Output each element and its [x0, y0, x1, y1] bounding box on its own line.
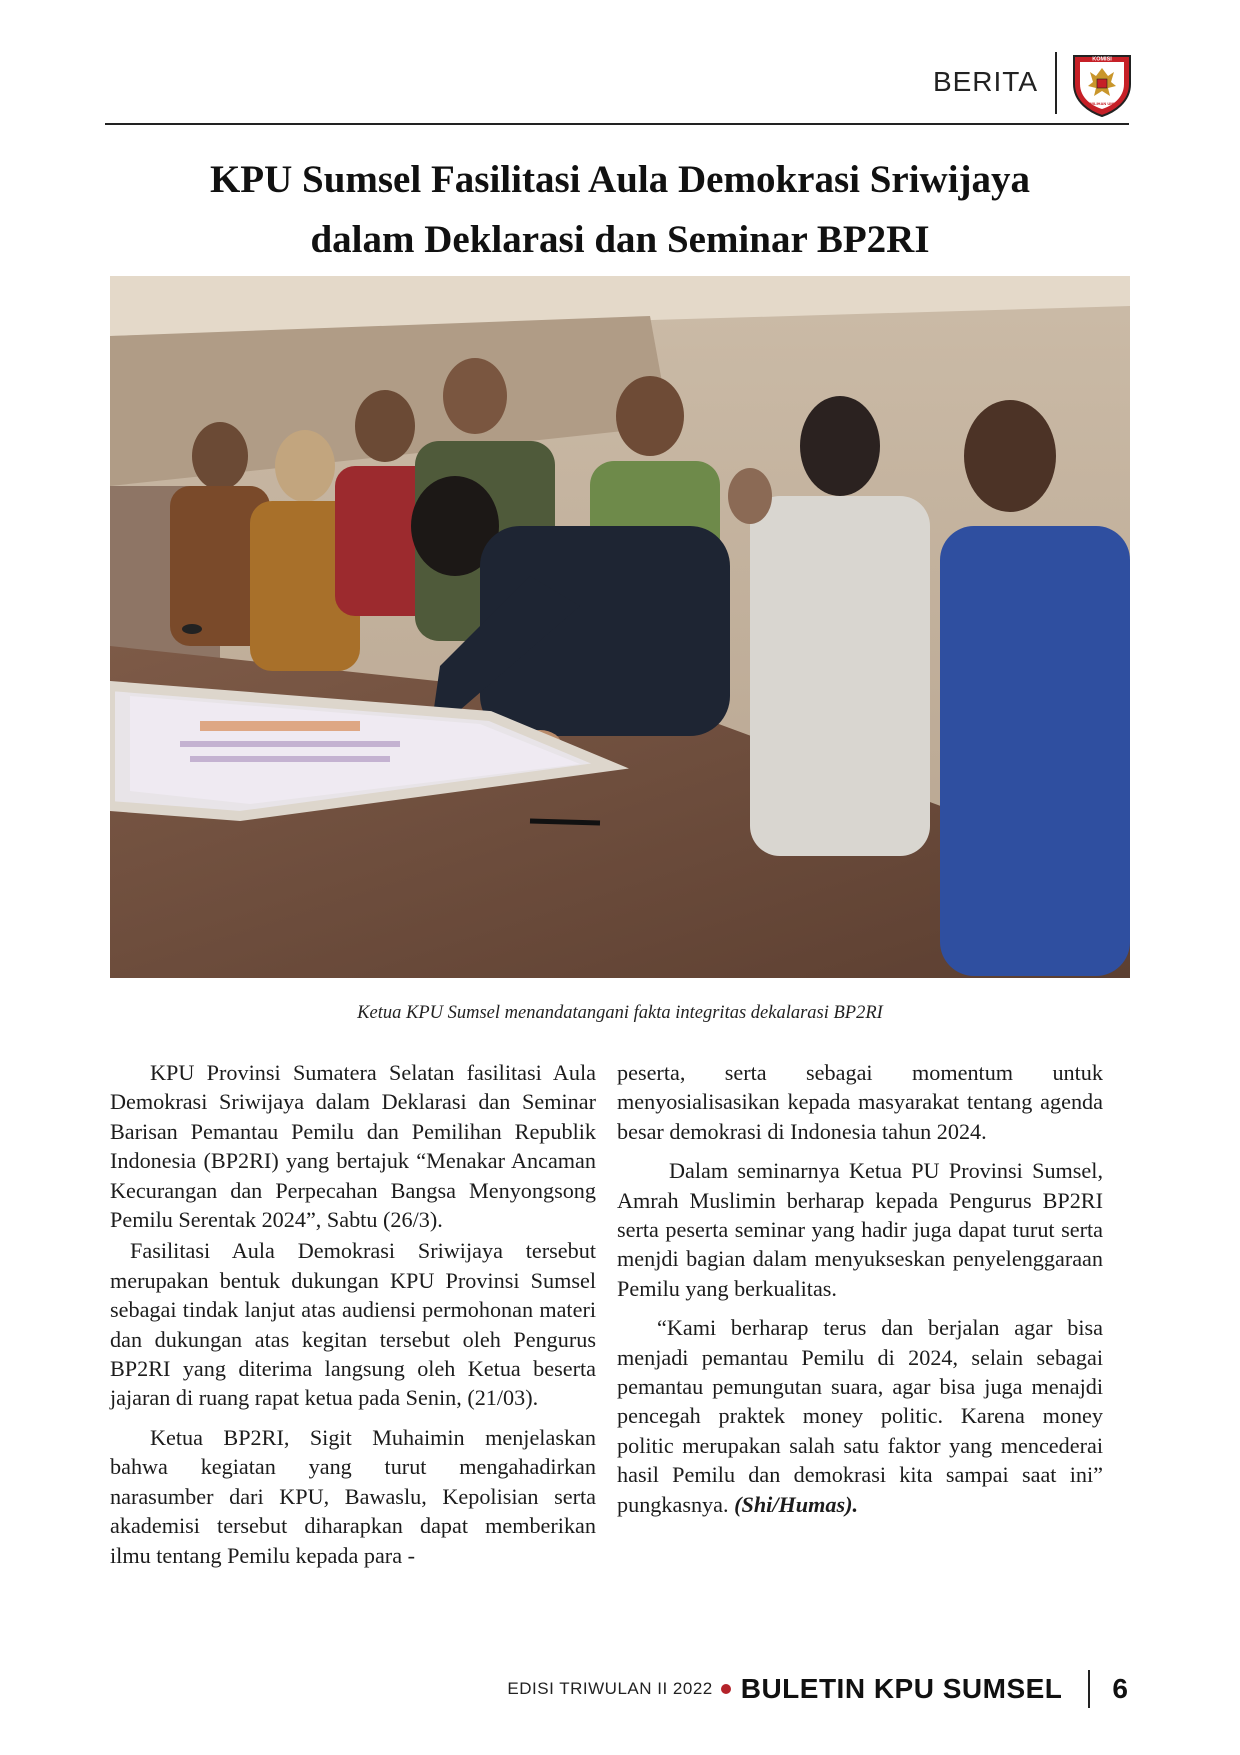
author-signature: (Shi/Humas).: [734, 1491, 859, 1517]
title-line-1: KPU Sumsel Fasilitasi Aula Demokrasi Sriwijaya: [209, 158, 1031, 201]
section-label: BERITA: [932, 66, 1038, 97]
article-title: [110, 150, 1130, 270]
header-rule: [105, 123, 1129, 125]
logo-text-top: KOMISI: [1092, 56, 1112, 63]
footer-divider: [1088, 1670, 1090, 1708]
header-divider: [1055, 52, 1057, 114]
page-number: 6: [1112, 1673, 1128, 1704]
bullet-dot-icon: [721, 1684, 731, 1694]
body-paragraph: Ketua BP2RI, Sigit Muhaimin menjelaskan bahwa kegiatan yang turut mengahadirkan narasumber dari KPU, Bawaslu, Kepolisian serta akademisi tersebut diharapkan dapat memberikan ilmu tentang Pemilu kepada para -: [110, 1424, 596, 1568]
logo-text-bottom: PEMILIHAN UMUM: [1084, 101, 1120, 106]
edition-label: EDISI TRIWULAN II 2022: [507, 1679, 713, 1698]
body-paragraph: peserta, serta sebagai momentum untuk menyosialisasikan kepada masyarakat tentang agenda besar demokrasi di Indonesia tahun 2024.: [617, 1060, 1103, 1144]
article-photo: [110, 276, 1130, 978]
body-paragraph: KPU Provinsi Sumatera Selatan fasilitasi Aula Demokrasi Sriwijaya dalam Deklarasi dan Seminar Barisan Pemantau Pemilu dan Pemilihan Republik Indonesia (BP2RI) yang bertajuk “Menakar Ancaman Kecurangan dan Perpecahan Bangsa Menyongsong Pemilu Serentak 2024”, Sabtu (26/3).: [110, 1060, 596, 1233]
body-column-left: [110, 1058, 596, 1570]
photo-caption: Ketua KPU Sumsel menandatangani fakta integritas dekalarasi BP2RI: [357, 1003, 883, 1023]
body-column-right: [617, 1058, 1103, 1519]
body-paragraph: Dalam seminarnya Ketua PU Provinsi Sumsel, Amrah Muslimin berharap kepada Pengurus BP2RI serta peserta seminar yang hadir juga dapat turut serta menjdi bagian dalam menyukseskan penyelenggaraan Pemilu yang berkualitas.: [617, 1158, 1103, 1301]
body-paragraph: [617, 1313, 1103, 1519]
page-footer: [507, 1670, 1128, 1708]
publication-name: BULETIN KPU SUMSEL: [740, 1673, 1063, 1704]
kpu-logo-icon: [1070, 50, 1134, 118]
title-line-2: dalam Deklarasi dan Seminar BP2RI: [310, 218, 930, 261]
body-paragraph: Fasilitasi Aula Demokrasi Sriwijaya tersebut merupakan bentuk dukungan KPU Provinsi Sumsel sebagai tindak lanjut atas audiensi permohonan materi dan dukungan atas kegitan tersebut oleh Pengurus BP2RI yang diterima langsung oleh Ketua beserta jajaran di ruang rapat ketua pada Senin, (21/03).: [110, 1238, 596, 1411]
quote-text: “Kami berharap terus dan berjalan agar bisa menjadi pemantau Pemilu di 2024, selain sebagai pemantau pemungutan suara, agar bisa juga menajdi pencegah praktek money politic. Karena money politic merupakan salah satu faktor yang mencederai hasil Pemilu dan demokrasi kita sampai saat ini” pungkasnya.: [617, 1315, 1103, 1517]
